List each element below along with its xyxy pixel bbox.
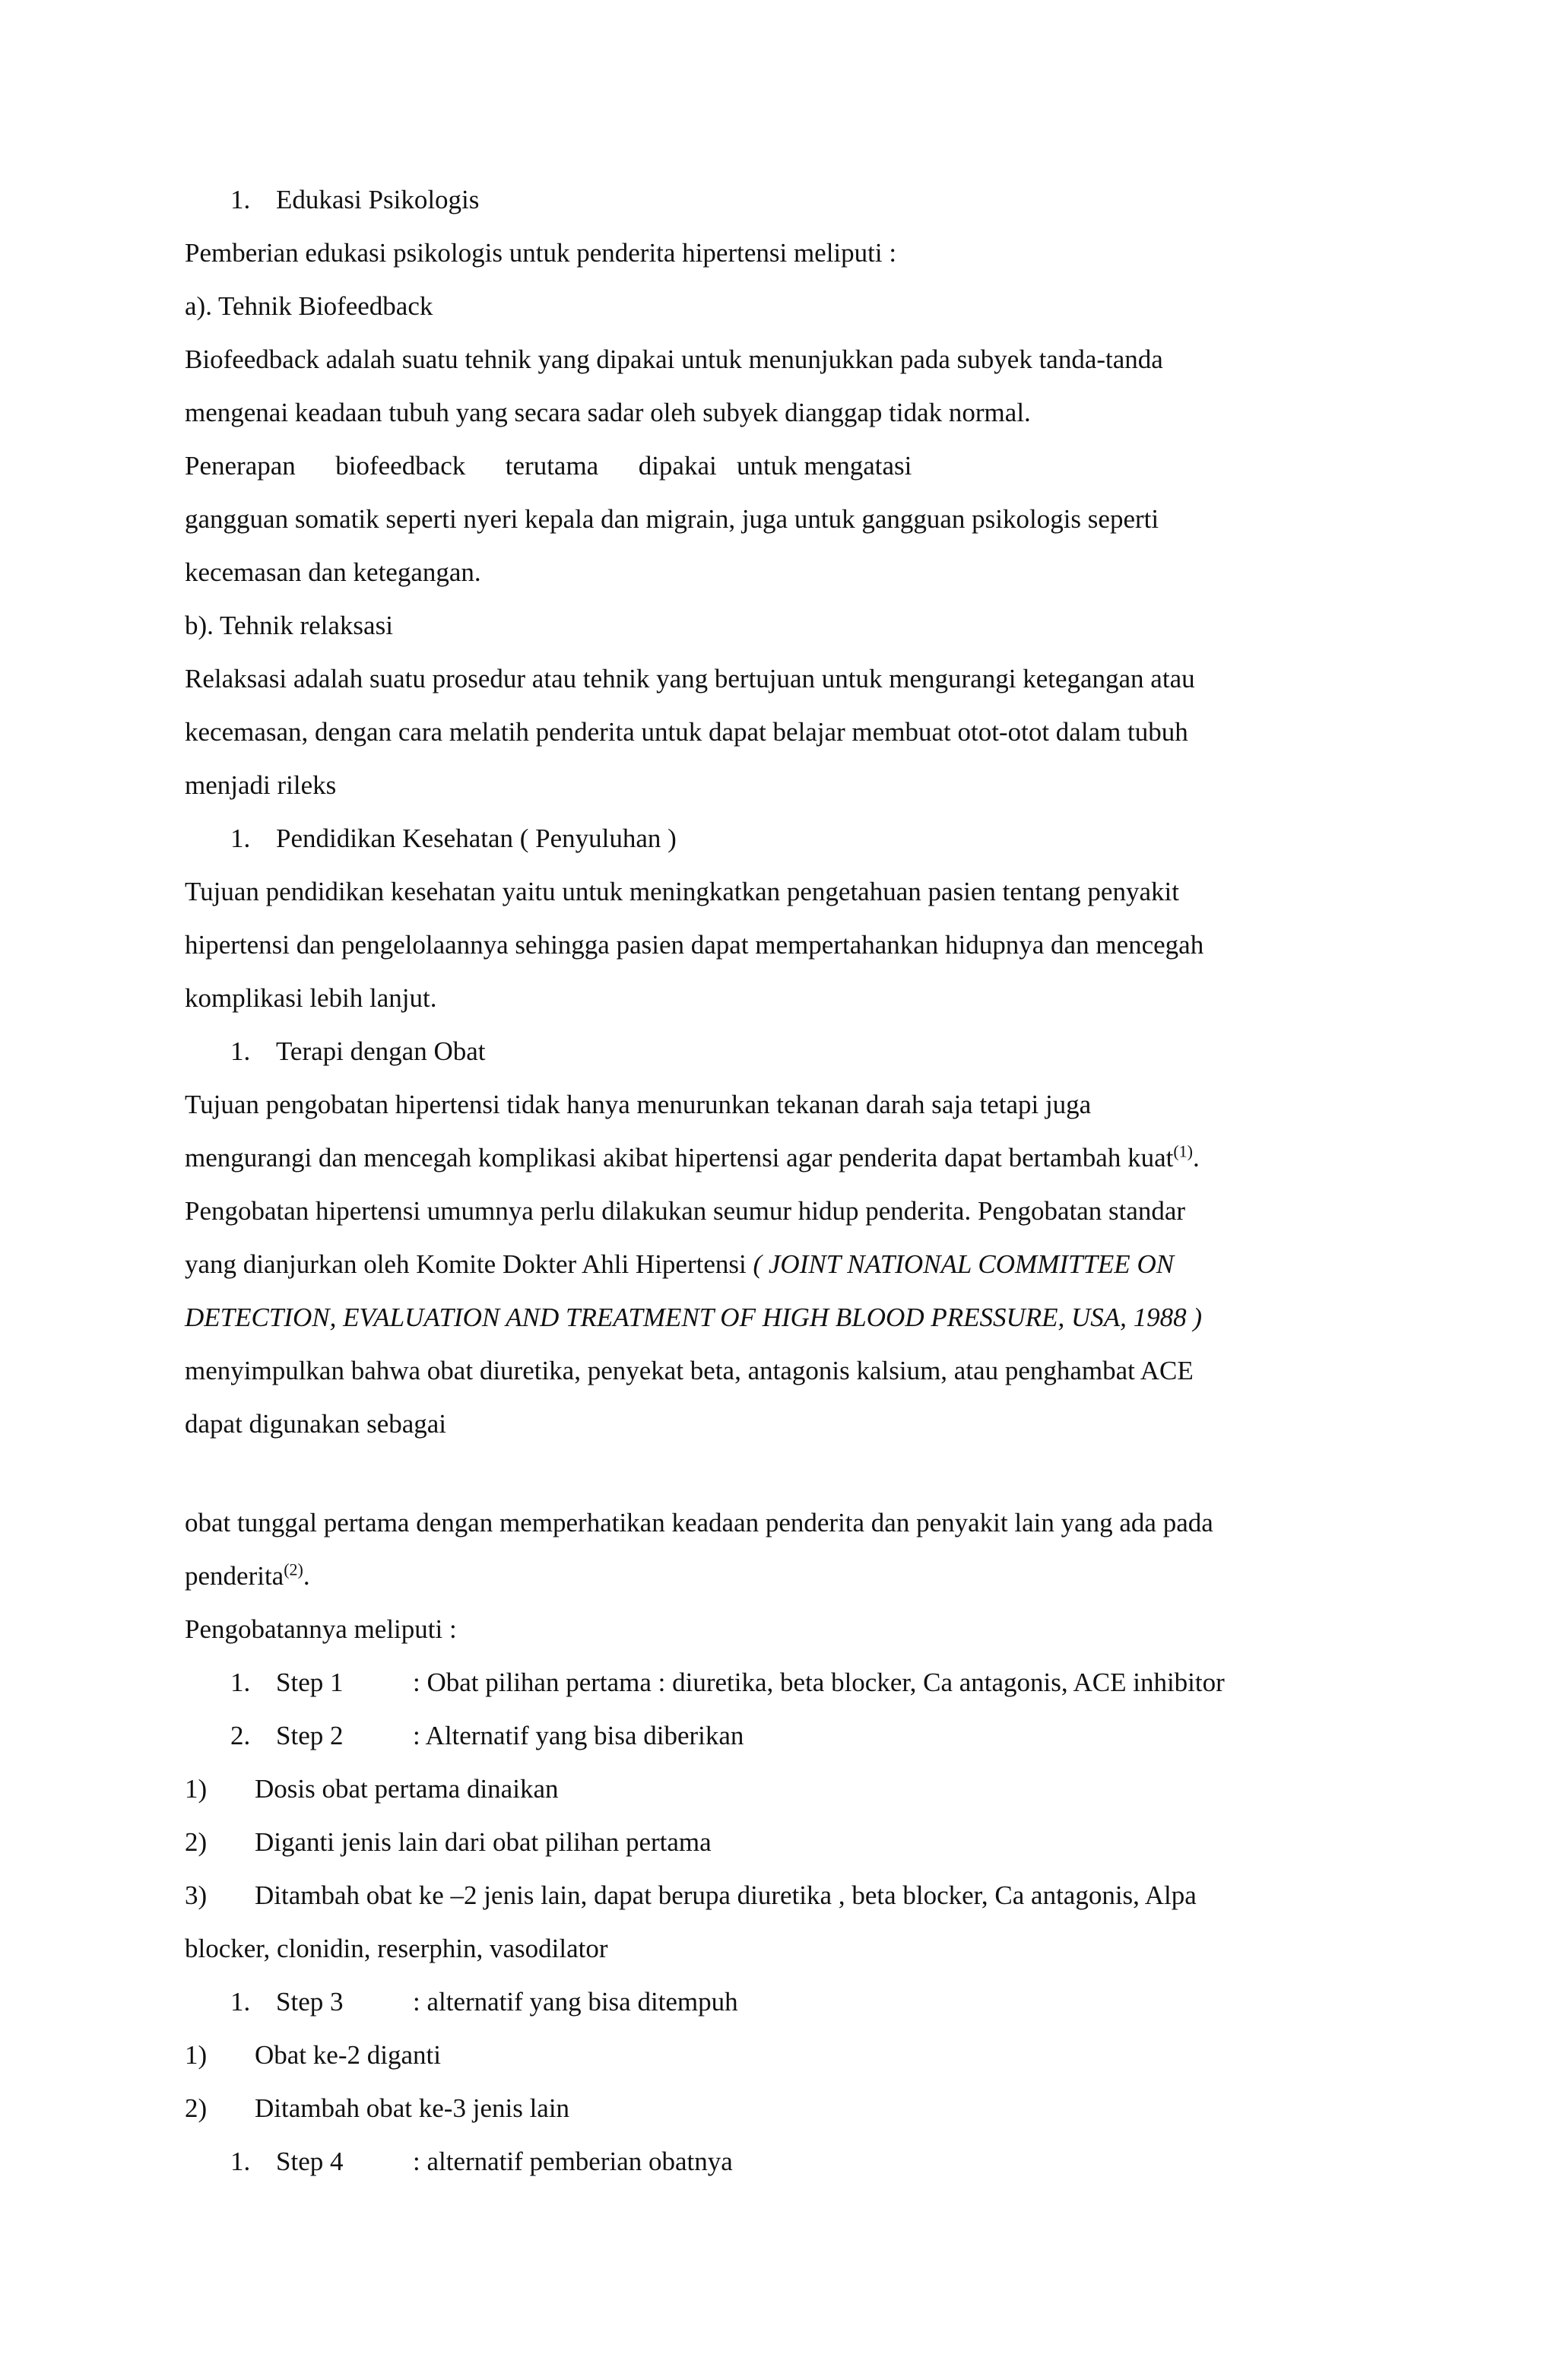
paragraph: Pemberian edukasi psikologis untuk penderita hipertensi meliputi : (185, 238, 897, 268)
subheading-biofeedback: a). Tehnik Biofeedback (185, 291, 433, 321)
subheading-relaksasi: b). Tehnik relaksasi (185, 611, 393, 640)
paragraph-line: mengenai keadaan tubuh yang secara sadar oleh subyek dianggap tidak normal. (185, 398, 1031, 427)
paragraph-line: kecemasan, dengan cara melatih penderita untuk dapat belajar membuat otot-otot dalam tubuh (185, 717, 1188, 747)
paragraph-line: Tujuan pengobatan hipertensi tidak hanya menurunkan tekanan darah saja tetapi juga (185, 1090, 1092, 1119)
document-page: 1. Edukasi Psikologis Pemberian edukasi psikologis untuk penderita hipertensi meliputi : a). Tehnik Biofeedback Biofeedback adalah suatu tehnik yang dipakai untuk menunjukkan pada subyek tanda-tanda mengenai keadaan tubuh yang secara sadar oleh subyek dianggap tidak normal. Penerapan biofeedback terutama dipakai untuk mengatasi gangguan somatik seperti nyeri kepala dan migrain, juga untuk gangguan psikologis seperti kecemasan dan ketegangan. b). Tehnik relaksasi Relaksasi adalah suatu prosedur atau tehnik yang bertujuan untuk mengurangi ketegangan atau kecemasan, dengan cara melatih penderita untuk dapat belajar membuat otot-otot dalam tubuh menjadi rileks 1. Pendidikan Kesehatan ( Penyuluhan ) Tujuan pendidikan kesehatan yaitu untuk meningkatkan pengetahuan pasien tentang penyakit hipertensi dan pengelolaannya sehingga pasien dapat mempertahankan hidupnya dan mencegah komplikasi lebih lanjut. 1. Terapi dengan Obat Tujuan pengobatan hipertensi tidak hanya menurunkan tekanan darah saja tetapi juga mengurangi dan mencegah komplikasi akibat hipertensi agar penderita dapat bertambah kuat$^{(1)}$. Pengobatan hipertensi umumnya perlu dilakukan seumur hidup penderita. Pengobatan standar yang dianjurkan oleh Komite Dokter Ahli Hipertensi ( JOINT NATIONAL COMMITTEE ON DETECTION, EVALUATION AND TREATMENT OF HIGH BLOOD PRESSURE, USA, 1988 ) menyimpulkan bahwa obat diuretika, penyekat beta, antagonis kalsium, atau penghambat ACE dapat digunakan sebagai obat tunggal pertama dengan memperhatikan keadaan penderita dan penyakit lain yang ada pada penderita$^{(2)}$. Pengobatannya meliputi : 1. Step 1 : Obat pilihan pertama : diuretika, beta blocker, Ca antagonis, ACE inhibitor 2. Step 2 : Alternatif yang bisa diberikan 1) Dosis obat pertama dinaikan 2) Diganti jenis lain dari obat pilihan pertama 3) Ditambah obat ke –2 jenis lain, dapat berupa diuretika , beta blocker, Ca antagonis, Alpa blocker, clonidin, reserphin, vasodilator 1. Step 3 : alternatif yang bisa ditempuh 1) Obat ke-2 diganti 2) Ditambah obat ke-3 jenis lain 1. Step 4 : alternatif pemberian obatnya (0, 0, 1557, 2380)
citation-ref: (1) (1173, 1141, 1194, 1161)
citation-ref: (2) (284, 1560, 303, 1579)
paragraph-line: komplikasi lebih lanjut. (185, 983, 437, 1013)
paragraph-line: obat tunggal pertama dengan memperhatikan keadaan penderita dan penyakit lain yang ada pada (185, 1508, 1213, 1537)
paragraph-line-italic: DETECTION, EVALUATION AND TREATMENT OF HIGH BLOOD PRESSURE, USA, 1988 ) (185, 1303, 1203, 1332)
step-item: 1. Step 1 : Obat pilihan pertama : diuretika, beta blocker, Ca antagonis, ACE inhibitor (230, 1668, 1225, 1697)
paragraph-line: gangguan somatik seperti nyeri kepala dan migrain, juga untuk gangguan psikologis seperti (185, 504, 1159, 534)
paragraph-line: Penerapan biofeedback terutama dipakai untuk mengatasi (185, 451, 912, 481)
paragraph-line: menyimpulkan bahwa obat diuretika, penyekat beta, antagonis kalsium, atau penghambat ACE (185, 1356, 1194, 1385)
paragraph-line: hipertensi dan pengelolaannya sehingga pasien dapat mempertahankan hidupnya dan mencegah (185, 930, 1204, 960)
paragraph-line: blocker, clonidin, reserphin, vasodilator (185, 1934, 608, 1963)
step-item: 1. Step 3 : alternatif yang bisa ditempuh (230, 1987, 738, 2017)
section-heading-edukasi: 1. Edukasi Psikologis (230, 185, 480, 214)
paragraph-line: dapat digunakan sebagai (185, 1409, 447, 1439)
paragraph-line: kecemasan dan ketegangan. (185, 557, 481, 587)
step-item: 1. Step 4 : alternatif pemberian obatnya (230, 2147, 733, 2176)
paragraph-line: Pengobatannya meliputi : (185, 1614, 457, 1644)
paragraph-line: Relaksasi adalah suatu prosedur atau tehnik yang bertujuan untuk mengurangi ketegangan atau (185, 664, 1195, 693)
paragraph-line: Tujuan pendidikan kesehatan yaitu untuk meningkatkan pengetahuan pasien tentang penyakit (185, 877, 1179, 906)
section-heading-pendidikan: 1. Pendidikan Kesehatan ( Penyuluhan ) (230, 823, 677, 853)
paragraph-line: mengurangi dan mencegah komplikasi akibat hipertensi agar penderita dapat bertambah kuat$^{(1)}$. (185, 1141, 1200, 1173)
section-heading-terapi: 1. Terapi dengan Obat (230, 1036, 486, 1066)
paragraph-line: Pengobatan hipertensi umumnya perlu dilakukan seumur hidup penderita. Pengobatan standar (185, 1196, 1186, 1226)
paragraph-line: yang dianjurkan oleh Komite Dokter Ahli Hipertensi ( JOINT NATIONAL COMMITTEE ON (185, 1249, 1175, 1279)
paragraph-line: menjadi rileks (185, 770, 337, 800)
paragraph-line: penderita$^{(2)}$. (185, 1560, 310, 1591)
step-item: 2. Step 2 : Alternatif yang bisa diberikan (230, 1721, 744, 1750)
paragraph-line: Biofeedback adalah suatu tehnik yang dipakai untuk menunjukkan pada subyek tanda-tanda (185, 344, 1163, 374)
